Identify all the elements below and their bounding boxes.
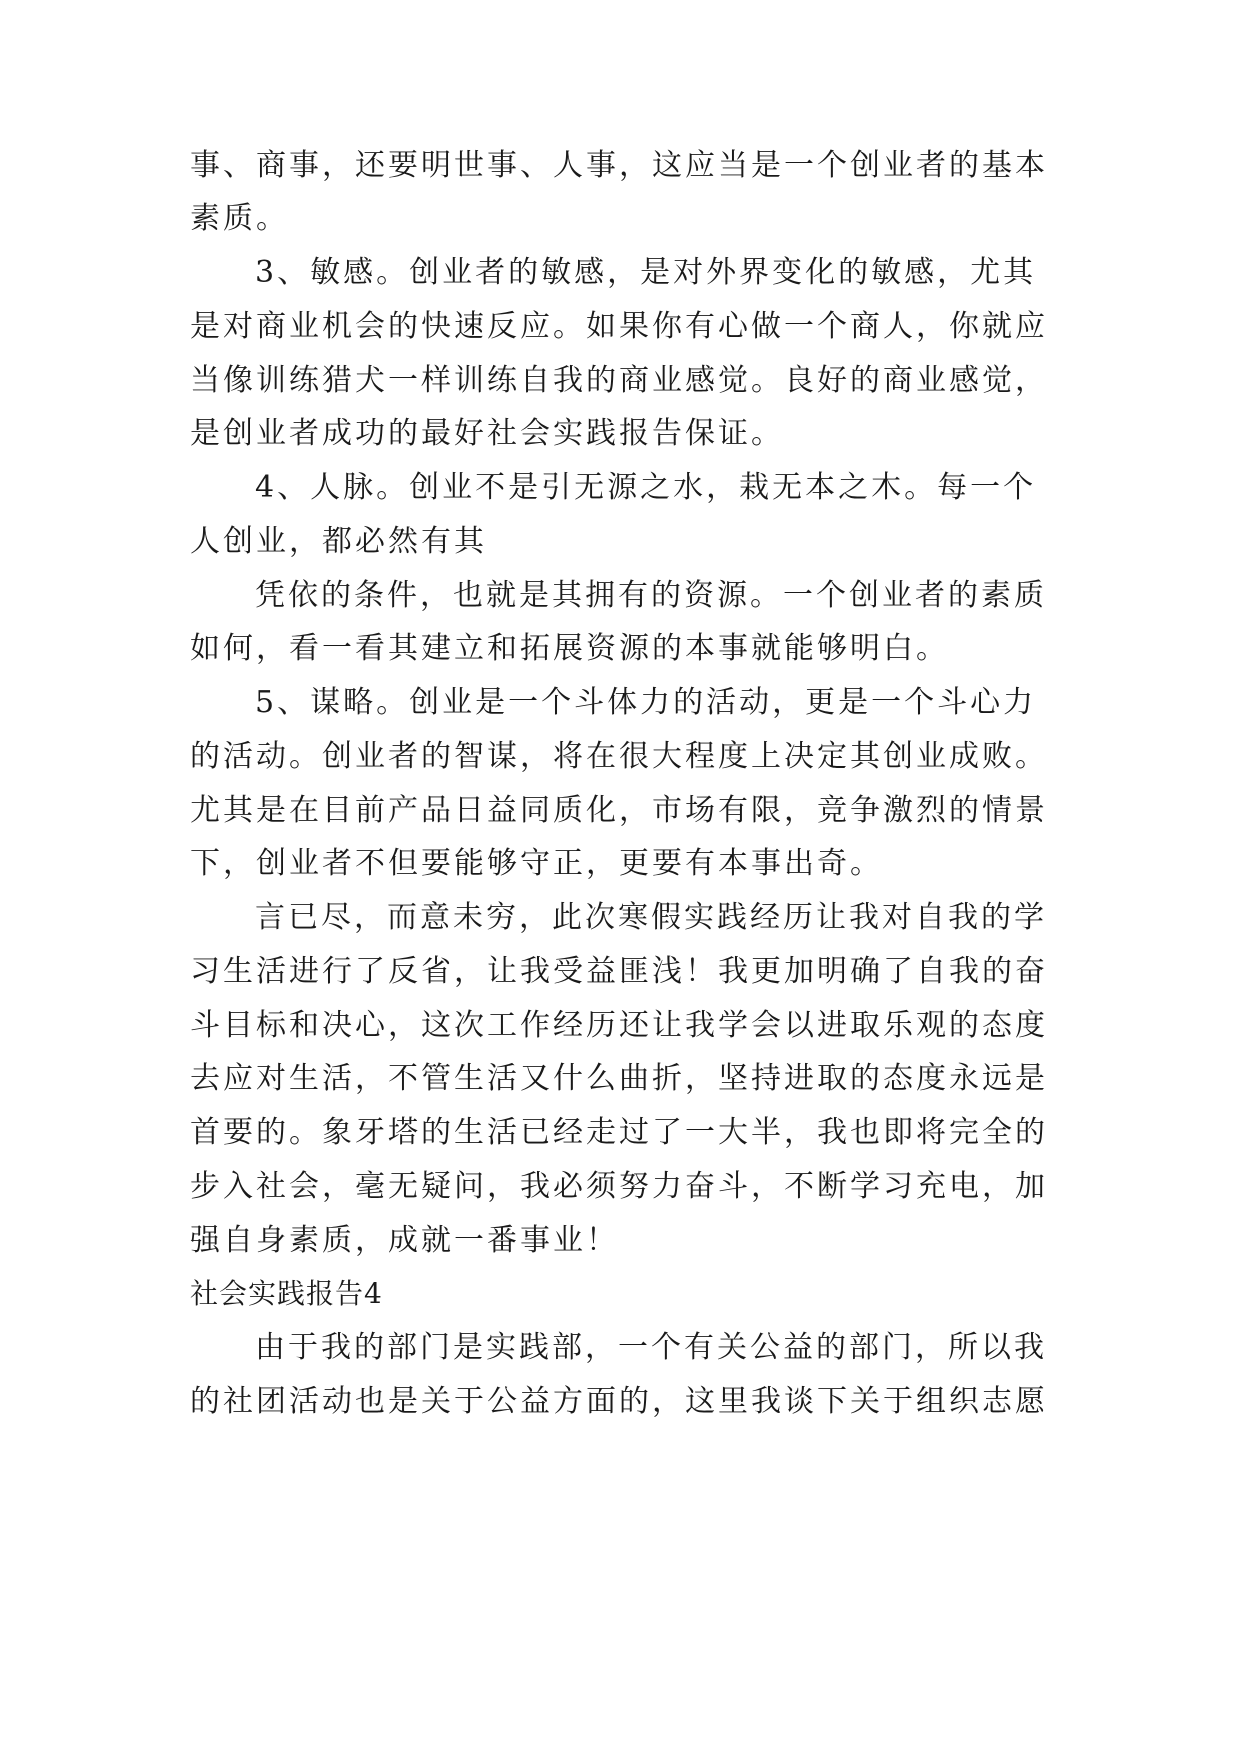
text-line: 是对商业机会的快速反应。如果你有心做一个商人，你就应 — [190, 309, 1048, 344]
text-line: 的社团活动也是关于公益方面的，这里我谈下关于组织志愿 — [190, 1384, 1048, 1419]
text-line: 人创业，都必然有其 — [190, 524, 487, 559]
text-line: 事、商事，还要明世事、人事，这应当是一个创业者的基本 — [190, 148, 1048, 183]
text-line: 如何，看一看其建立和拓展资源的本事就能够明白。 — [190, 631, 949, 666]
text-line: 去应对生活，不管生活又什么曲折，坚持进取的态度永远是 — [190, 1061, 1048, 1096]
text-line: 素质。 — [190, 201, 289, 236]
text-line: 5、谋略。创业是一个斗体力的活动，更是一个斗心力 — [255, 685, 1037, 720]
text-line: 言已尽，而意未穷，此次寒假实践经历让我对自我的学 — [255, 900, 1047, 935]
section-heading: 社会实践报告4 — [190, 1277, 383, 1310]
text-line: 由于我的部门是实践部，一个有关公益的部门，所以我 — [255, 1330, 1047, 1365]
text-line: 首要的。象牙塔的生活已经走过了一大半，我也即将完全的 — [190, 1115, 1048, 1150]
text-line: 强自身素质，成就一番事业！ — [190, 1223, 619, 1258]
text-line: 3、敏感。创业者的敏感，是对外界变化的敏感，尤其 — [255, 255, 1037, 290]
text-line: 的活动。创业者的智谋，将在很大程度上决定其创业成败。 — [190, 739, 1048, 774]
text-line: 凭依的条件，也就是其拥有的资源。一个创业者的素质 — [255, 578, 1047, 613]
text-line: 当像训练猎犬一样训练自我的商业感觉。良好的商业感觉， — [190, 363, 1048, 398]
text-line: 尤其是在目前产品日益同质化，市场有限，竞争激烈的情景 — [190, 793, 1048, 828]
text-line: 步入社会，毫无疑问，我必须努力奋斗，不断学习充电，加 — [190, 1169, 1048, 1204]
text-line: 斗目标和决心，这次工作经历还让我学会以进取乐观的态度 — [190, 1008, 1048, 1043]
text-line: 习生活进行了反省，让我受益匪浅！我更加明确了自我的奋 — [190, 954, 1048, 989]
text-line: 4、人脉。创业不是引无源之水，栽无本之木。每一个 — [255, 470, 1037, 505]
text-line: 是创业者成功的最好社会实践报告保证。 — [190, 416, 784, 451]
text-line: 下，创业者不但要能够守正，更要有本事出奇。 — [190, 846, 883, 881]
